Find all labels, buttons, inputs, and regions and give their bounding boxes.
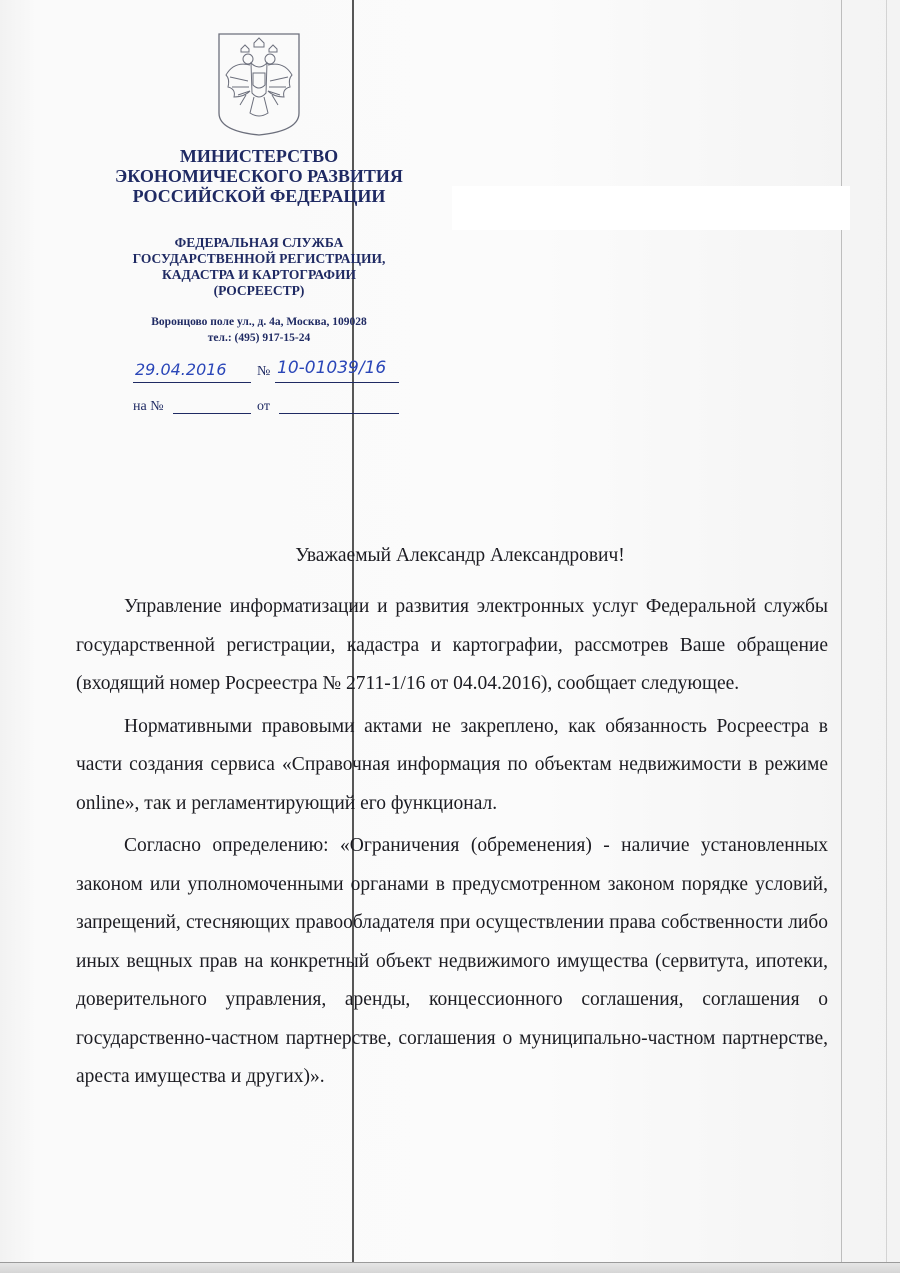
address-block — [100, 314, 418, 346]
paragraph: Согласно определению: «Ограничения (обременения) - наличие установленных законом или уполномоченными органами в предусмотренном законом порядке условий, запрещений, стесняющих правообладателя при осуществлении права собственности либо иных вещных прав на конкретный объект недвижимого имущества (сервитута, ипотеки, доверительного управления, аренды, концессионного соглашения, соглашения о государственно-частном партнерстве, соглашения о муниципально-частном партнерстве, ареста имущества и других)». — [76, 835, 828, 1087]
outgoing-registration — [133, 360, 433, 392]
number-sign: № — [257, 364, 271, 379]
reference-date-label: от — [257, 399, 270, 414]
letter-body — [76, 588, 828, 1101]
scan-fold-line — [886, 0, 887, 1273]
paragraph: Нормативными правовыми актами не закреплено, как обязанность Росреестра в части создания сервиса «Справочная информация по объектам недвижимости в режиме online», так и регламентирующий его функционал. — [76, 715, 828, 814]
ministry-name: МИНИСТЕРСТВО ЭКОНОМИЧЕСКОГО РАЗВИТИЯ РОССИЙСКОЙ ФЕДЕРАЦИИ — [115, 146, 403, 206]
outgoing-date: 29.04.2016 — [135, 360, 227, 379]
address-line: Воронцово поле ул., д. 4а, Москва, 109028 — [151, 316, 367, 328]
reference-line — [133, 399, 413, 419]
page-bottom-edge — [0, 1262, 900, 1273]
reference-date-blank — [279, 413, 399, 414]
service-name: ФЕДЕРАЛЬНАЯ СЛУЖБА ГОСУДАРСТВЕННОЙ РЕГИСТРАЦИИ, КАДАСТРА И КАРТОГРАФИИ (РОСРЕЕСТР) — [132, 235, 386, 298]
date-underline — [133, 382, 251, 383]
paragraph: Управление информатизации и развития электронных услуг Федеральной службы государственной регистрации, кадастра и картографии, рассмотрев Ваше обращение (входящий номер Росреестра № 2711-1/16 от 04.04.2016), сообщает следующее. — [76, 596, 828, 694]
redacted-area — [452, 186, 850, 230]
reference-number-label: на № — [133, 399, 164, 414]
phone-line: тел.: (495) 917-15-24 — [207, 332, 311, 344]
number-underline — [275, 382, 399, 383]
salutation: Уважаемый Александр Александрович! — [295, 545, 625, 566]
russian-coat-of-arms-icon — [216, 31, 302, 137]
reference-number-blank — [173, 413, 251, 414]
outgoing-number: 10-01039/16 — [277, 358, 387, 378]
